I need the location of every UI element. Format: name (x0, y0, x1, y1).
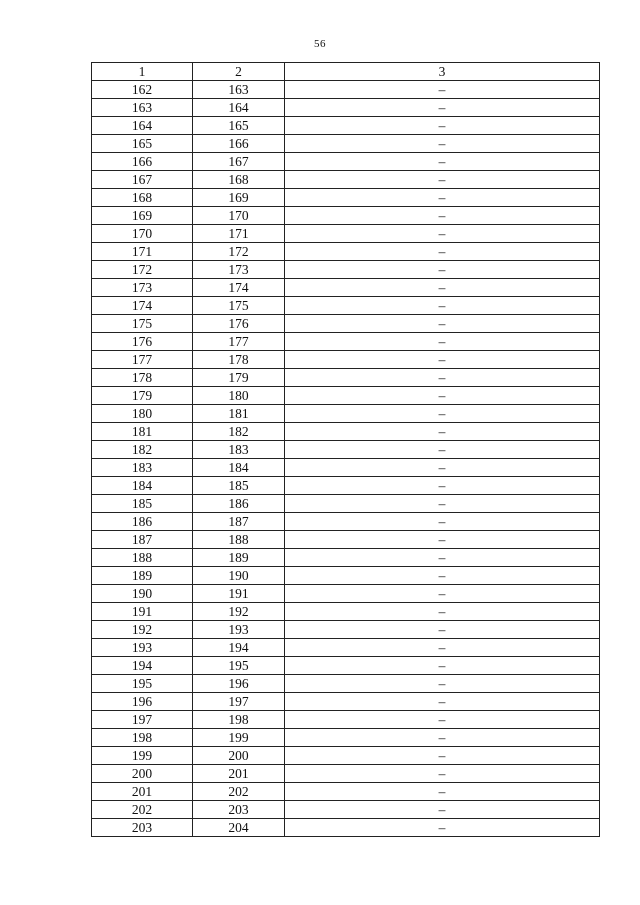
table-cell-col1: 189 (92, 567, 193, 585)
table-cell-col2: 191 (193, 585, 285, 603)
table-row (92, 423, 600, 441)
table-cell-col3: – (285, 729, 600, 747)
table-row (92, 81, 600, 99)
table-row (92, 477, 600, 495)
table-cell-col2: 201 (193, 765, 285, 783)
table-row (92, 675, 600, 693)
table-cell-col1: 163 (92, 99, 193, 117)
data-table (91, 62, 600, 837)
table-cell-col3: – (285, 585, 600, 603)
table-cell-col2: 200 (193, 747, 285, 765)
table-cell-col2: 169 (193, 189, 285, 207)
table-cell-col3: – (285, 387, 600, 405)
table-header-row (92, 63, 600, 81)
table-cell-col3: – (285, 477, 600, 495)
table-row (92, 99, 600, 117)
table-row (92, 513, 600, 531)
table-cell-col2: 180 (193, 387, 285, 405)
table-cell-col3: – (285, 711, 600, 729)
table-cell-col3: – (285, 99, 600, 117)
table-cell-col1: 195 (92, 675, 193, 693)
table-cell-col1: 169 (92, 207, 193, 225)
table-cell-col3: – (285, 657, 600, 675)
table-cell-col1: 173 (92, 279, 193, 297)
table-cell-col2: 170 (193, 207, 285, 225)
table-cell-col2: 183 (193, 441, 285, 459)
table-cell-col1: 192 (92, 621, 193, 639)
table-cell-col2: 197 (193, 693, 285, 711)
table-cell-col3: – (285, 333, 600, 351)
table-cell-col1: 199 (92, 747, 193, 765)
table-cell-col2: 163 (193, 81, 285, 99)
table-cell-col3: – (285, 243, 600, 261)
table-cell-col2: 186 (193, 495, 285, 513)
table-row (92, 369, 600, 387)
table-cell-col1: 185 (92, 495, 193, 513)
table-cell-col2: 204 (193, 819, 285, 837)
table-row (92, 387, 600, 405)
table-row (92, 153, 600, 171)
table-cell-col3: – (285, 567, 600, 585)
table-row (92, 693, 600, 711)
table-cell-col3: – (285, 405, 600, 423)
table-cell-col1: 174 (92, 297, 193, 315)
table-cell-col1: 180 (92, 405, 193, 423)
table-cell-col3: – (285, 801, 600, 819)
table-cell-col1: 203 (92, 819, 193, 837)
table-cell-col2: 164 (193, 99, 285, 117)
table-row (92, 297, 600, 315)
table-cell-col1: 162 (92, 81, 193, 99)
table-cell-col2: 199 (193, 729, 285, 747)
table-cell-col1: 179 (92, 387, 193, 405)
table-cell-col2: 181 (193, 405, 285, 423)
table-row (92, 819, 600, 837)
table-cell-col3: – (285, 639, 600, 657)
table-row (92, 531, 600, 549)
table-row (92, 405, 600, 423)
table-cell-col3: – (285, 279, 600, 297)
table-row (92, 279, 600, 297)
table-cell-col2: 185 (193, 477, 285, 495)
table-cell-col2: 202 (193, 783, 285, 801)
table-row (92, 495, 600, 513)
table-cell-col1: 165 (92, 135, 193, 153)
table-row (92, 333, 600, 351)
table-cell-col1: 177 (92, 351, 193, 369)
table-cell-col1: 197 (92, 711, 193, 729)
table-cell-col3: – (285, 495, 600, 513)
table-cell-col2: 171 (193, 225, 285, 243)
table-cell-col2: 195 (193, 657, 285, 675)
table-cell-col3: – (285, 297, 600, 315)
table-cell-col1: 171 (92, 243, 193, 261)
table-row (92, 243, 600, 261)
table-cell-col2: 172 (193, 243, 285, 261)
table-cell-col1: 186 (92, 513, 193, 531)
table-row (92, 765, 600, 783)
table-row (92, 747, 600, 765)
table-cell-col3: – (285, 315, 600, 333)
table-body (92, 81, 600, 837)
table-cell-col1: 190 (92, 585, 193, 603)
table-cell-col1: 202 (92, 801, 193, 819)
table-cell-col2: 177 (193, 333, 285, 351)
table-cell-col1: 196 (92, 693, 193, 711)
table-row (92, 711, 600, 729)
table-cell-col3: – (285, 747, 600, 765)
table-cell-col2: 192 (193, 603, 285, 621)
table-cell-col3: – (285, 693, 600, 711)
table-cell-col1: 182 (92, 441, 193, 459)
table-cell-col2: 187 (193, 513, 285, 531)
table-cell-col3: – (285, 369, 600, 387)
table-row (92, 171, 600, 189)
table-cell-col2: 175 (193, 297, 285, 315)
table-cell-col1: 187 (92, 531, 193, 549)
table-cell-col2: 174 (193, 279, 285, 297)
table-cell-col2: 166 (193, 135, 285, 153)
page-number: 56 (314, 38, 326, 50)
table-cell-col2: 203 (193, 801, 285, 819)
table-row (92, 261, 600, 279)
table-row (92, 225, 600, 243)
table-cell-col2: 178 (193, 351, 285, 369)
table-row (92, 729, 600, 747)
table-cell-col2: 165 (193, 117, 285, 135)
table-cell-col3: – (285, 117, 600, 135)
table-row (92, 801, 600, 819)
table-row (92, 117, 600, 135)
table-cell-col1: 184 (92, 477, 193, 495)
table-cell-col1: 166 (92, 153, 193, 171)
table-cell-col3: – (285, 783, 600, 801)
table-cell-col3: – (285, 81, 600, 99)
table-cell-col2: 168 (193, 171, 285, 189)
table-cell-col3: – (285, 441, 600, 459)
table-cell-col3: – (285, 171, 600, 189)
table-cell-col2: 179 (193, 369, 285, 387)
table-cell-col3: – (285, 531, 600, 549)
table-cell-col3: – (285, 513, 600, 531)
table-row (92, 657, 600, 675)
table-row (92, 315, 600, 333)
table-row (92, 459, 600, 477)
table-row (92, 621, 600, 639)
table-row (92, 567, 600, 585)
table-cell-col3: – (285, 549, 600, 567)
table-cell-col1: 191 (92, 603, 193, 621)
table-cell-col2: 184 (193, 459, 285, 477)
table-cell-col1: 188 (92, 549, 193, 567)
table-cell-col2: 182 (193, 423, 285, 441)
table-cell-col3: – (285, 621, 600, 639)
table-cell-col1: 198 (92, 729, 193, 747)
table-header (92, 63, 600, 81)
table-cell-col3: – (285, 351, 600, 369)
table-cell-col3: – (285, 225, 600, 243)
table-row (92, 603, 600, 621)
column-header-2: 2 (193, 63, 285, 81)
table-cell-col3: – (285, 603, 600, 621)
table-cell-col2: 198 (193, 711, 285, 729)
column-header-1: 1 (92, 63, 193, 81)
table-cell-col2: 188 (193, 531, 285, 549)
table-cell-col2: 176 (193, 315, 285, 333)
table-row (92, 441, 600, 459)
table-cell-col1: 164 (92, 117, 193, 135)
table-cell-col3: – (285, 153, 600, 171)
table-cell-col1: 200 (92, 765, 193, 783)
table-cell-col3: – (285, 819, 600, 837)
table-cell-col1: 181 (92, 423, 193, 441)
table-cell-col2: 167 (193, 153, 285, 171)
table-cell-col1: 193 (92, 639, 193, 657)
table-cell-col2: 173 (193, 261, 285, 279)
table-cell-col3: – (285, 189, 600, 207)
table-cell-col2: 193 (193, 621, 285, 639)
table-cell-col1: 167 (92, 171, 193, 189)
table-cell-col1: 194 (92, 657, 193, 675)
table-row (92, 135, 600, 153)
table-cell-col3: – (285, 207, 600, 225)
table-cell-col2: 194 (193, 639, 285, 657)
table-cell-col3: – (285, 261, 600, 279)
table-row (92, 585, 600, 603)
table-cell-col3: – (285, 135, 600, 153)
table-cell-col3: – (285, 459, 600, 477)
table-cell-col2: 189 (193, 549, 285, 567)
table-row (92, 207, 600, 225)
table-row (92, 189, 600, 207)
table-cell-col1: 170 (92, 225, 193, 243)
table-cell-col1: 176 (92, 333, 193, 351)
table-row (92, 549, 600, 567)
table-cell-col2: 196 (193, 675, 285, 693)
table-row (92, 783, 600, 801)
table-cell-col3: – (285, 765, 600, 783)
table-cell-col1: 168 (92, 189, 193, 207)
table-cell-col2: 190 (193, 567, 285, 585)
table-cell-col1: 172 (92, 261, 193, 279)
table-cell-col1: 183 (92, 459, 193, 477)
table-cell-col1: 175 (92, 315, 193, 333)
table-row (92, 639, 600, 657)
table-cell-col3: – (285, 675, 600, 693)
table-cell-col1: 178 (92, 369, 193, 387)
table-cell-col1: 201 (92, 783, 193, 801)
table-cell-col3: – (285, 423, 600, 441)
table-row (92, 351, 600, 369)
column-header-3: 3 (285, 63, 600, 81)
